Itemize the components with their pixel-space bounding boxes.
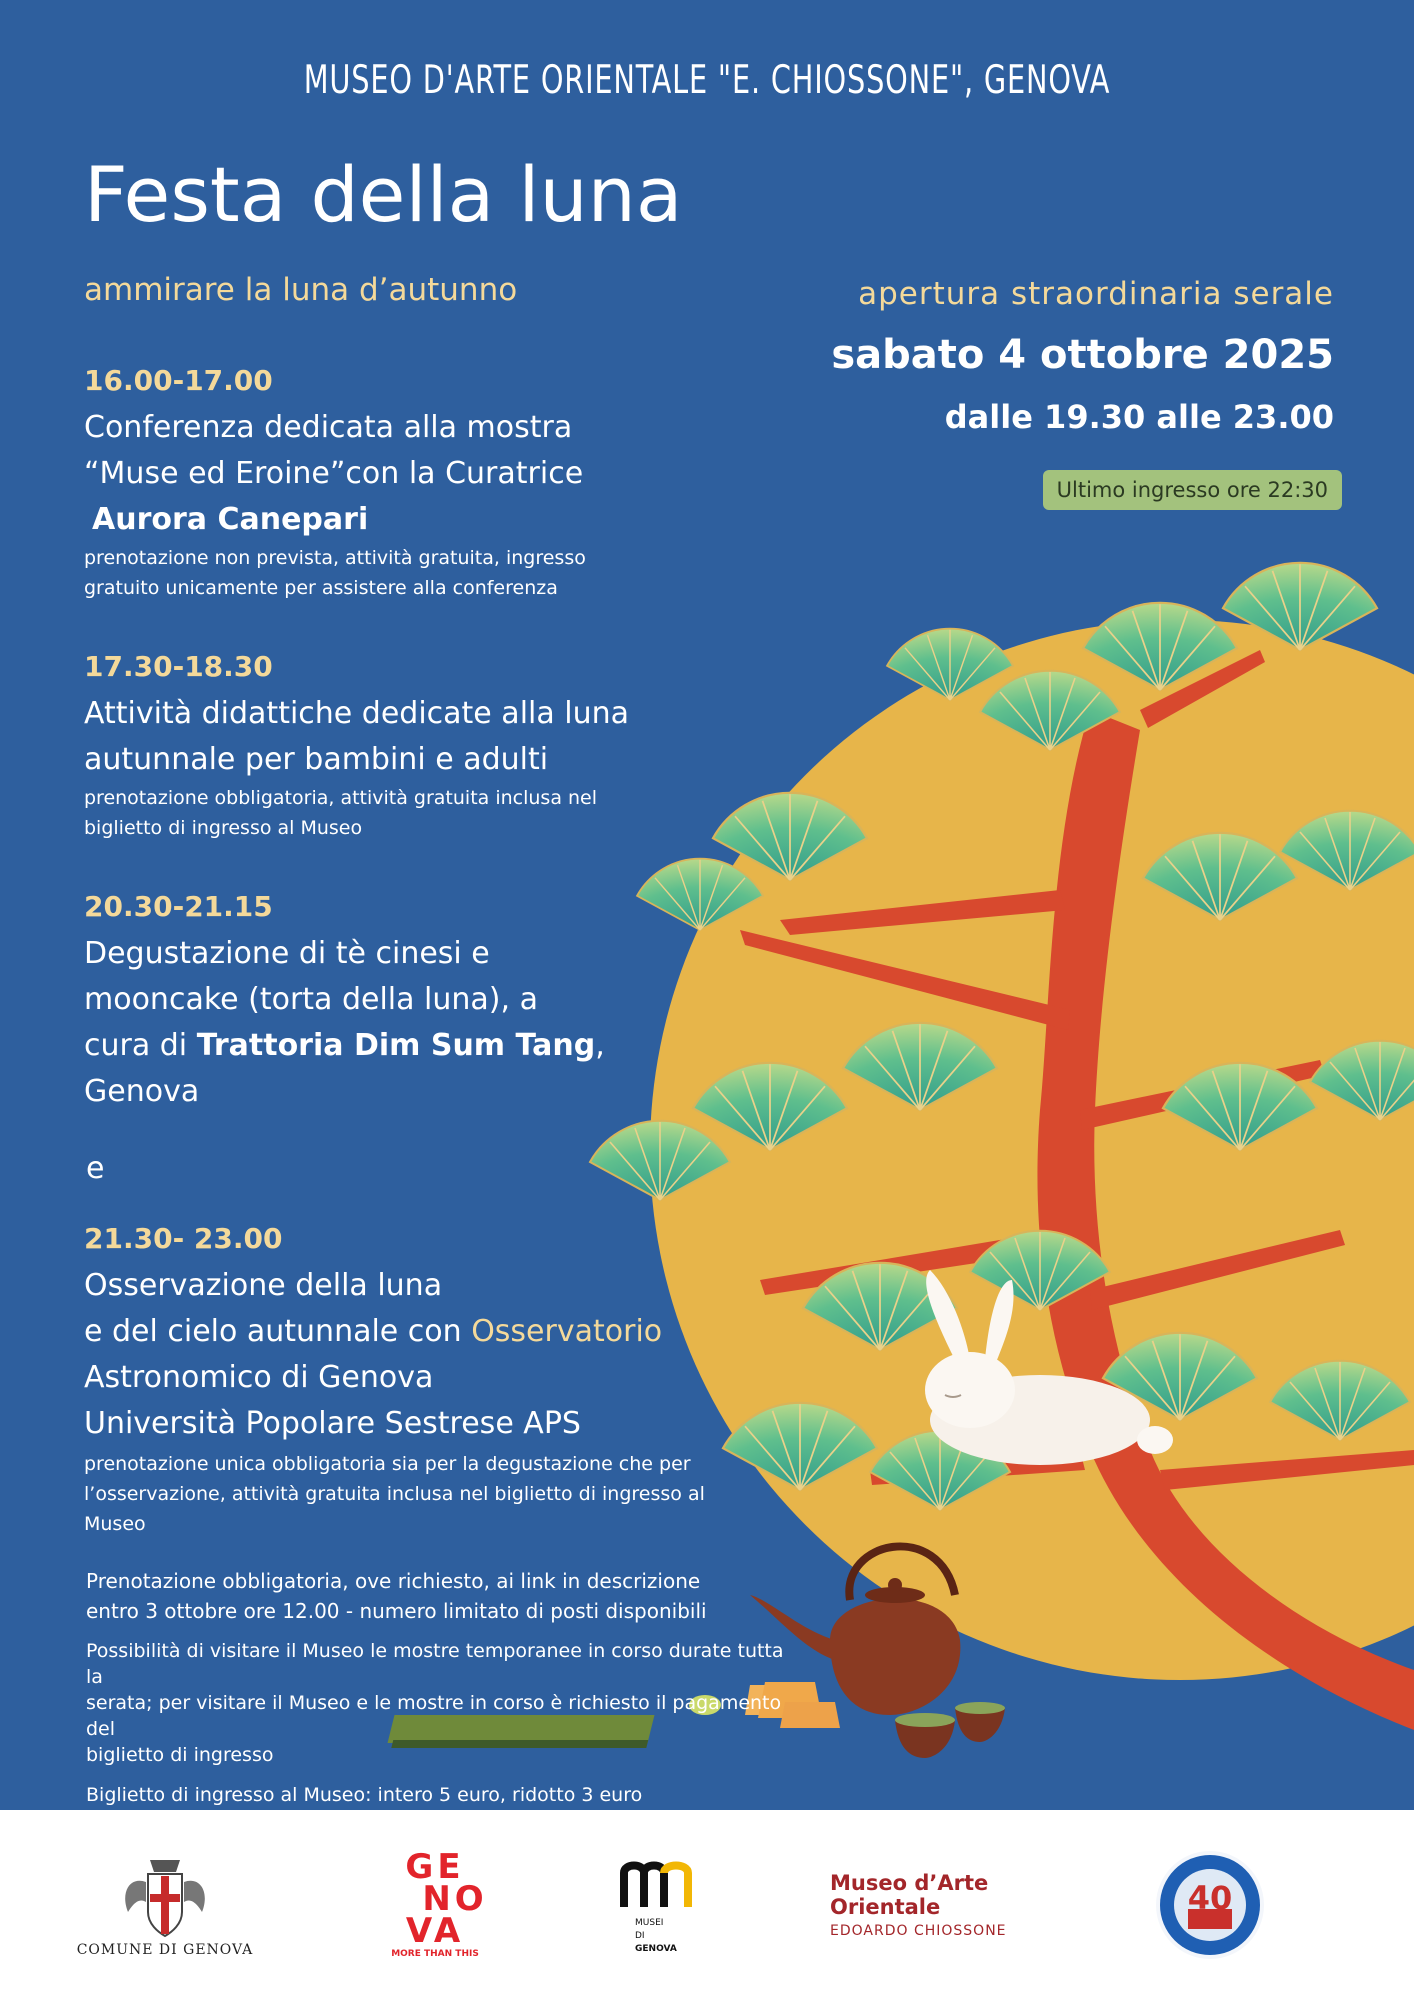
booking-info: Prenotazione obbligatoria, ove richiesto, ai link in descrizione: [86, 1569, 701, 1593]
event-text: ,: [595, 1028, 605, 1063]
event-line: Osservazione della luna: [84, 1268, 443, 1303]
logo-tagline: MORE THAN THIS: [391, 1949, 479, 1959]
event-line: “Muse ed Eroine”con la Curatrice: [84, 456, 584, 491]
logo-text: NO: [422, 1879, 488, 1919]
logo-osservatorio: [1140, 1810, 1280, 2000]
event-line: Genova: [84, 1074, 200, 1109]
event-line: autunnale per bambini e adulti: [84, 742, 549, 777]
event-block-activities: [84, 650, 744, 843]
event-block-tasting: [84, 890, 744, 1115]
event-line: Astronomico di Genova: [84, 1360, 434, 1395]
ticket-prices: Biglietto di ingresso al Museo: intero 5 euro, ridotto 3 euro: [86, 1784, 643, 1806]
logo-footer: [0, 1810, 1414, 2000]
opening-label: apertura straordinaria serale: [858, 276, 1334, 312]
visit-info: Possibilità di visitare il Museo le mostre temporanee in corso durate tutta la: [86, 1640, 784, 1688]
musei-m-icon: [618, 1855, 702, 1911]
event-line: Attività didattiche dedicate alla luna: [84, 696, 630, 731]
logo-number: 40: [1187, 1879, 1233, 1917]
logo-genova-more-than-this: [360, 1810, 510, 2000]
logo-text: COMUNE DI GENOVA: [76, 1942, 254, 1958]
logo-musei-di-genova: [600, 1810, 720, 2000]
event-line: [84, 1309, 744, 1355]
info-block: [86, 1566, 786, 1840]
event-line: mooncake (torta della luna), a: [84, 982, 538, 1017]
event-time: 20.30-21.15: [84, 890, 273, 923]
event-line: Conferenza dedicata alla mostra: [84, 410, 573, 445]
logo-text: EDOARDO CHIOSSONE: [830, 1923, 1007, 1939]
event-line: Università Popolare Sestrese APS: [84, 1406, 581, 1441]
logo-text: DI: [635, 1930, 645, 1941]
event-text: cura di: [84, 1028, 197, 1063]
logo-text: VA: [405, 1911, 465, 1951]
logo-comune-genova: [60, 1810, 270, 2000]
event-line: Degustazione di tè cinesi e: [84, 936, 490, 971]
logo-text: GE: [405, 1847, 465, 1887]
logo-text: MUSEI: [635, 1917, 664, 1928]
logo-museo-chiossone: [830, 1810, 1060, 2000]
event-text: e del cielo autunnale con: [84, 1314, 472, 1349]
visit-info: serata; per visitare il Museo e le mostre in corso è richiesto il pagamento del: [86, 1692, 782, 1740]
osservatorio-badge-icon: [1154, 1849, 1266, 1961]
event-note: gratuito unicamente per assistere alla conferenza: [84, 577, 558, 599]
event-block-conference: [84, 364, 744, 603]
logo-text: GENOVA: [635, 1943, 677, 1954]
event-time: 17.30-18.30: [84, 650, 273, 683]
logo-text: Museo d’Arte: [830, 1871, 989, 1895]
event-block-observation: [84, 1222, 744, 1539]
observatory-name: Osservatorio: [471, 1314, 663, 1349]
event-note: biglietto di ingresso al Museo: [84, 817, 363, 839]
event-note: l’osservazione, attività gratuita inclusa nel biglietto di ingresso al: [84, 1483, 705, 1505]
event-time: 16.00-17.00: [84, 364, 273, 397]
opening-date: sabato 4 ottobre 2025: [831, 332, 1334, 378]
event-note: prenotazione obbligatoria, attività gratuita inclusa nel: [84, 787, 598, 809]
event-time: 21.30- 23.00: [84, 1222, 283, 1255]
restaurant-name: Trattoria Dim Sum Tang: [196, 1028, 596, 1063]
opening-hours: dalle 19.30 alle 23.00: [944, 398, 1334, 436]
event-note: prenotazione unica obbligatoria sia per la degustazione che per: [84, 1453, 691, 1475]
event-speaker: Aurora Canepari: [92, 502, 369, 537]
event-note: prenotazione non prevista, attività gratuita, ingresso: [84, 547, 586, 569]
connector-e: e: [86, 1151, 105, 1186]
coat-of-arms-icon: [110, 1852, 220, 1942]
last-entry-badge: Ultimo ingresso ore 22:30: [1043, 470, 1342, 510]
event-title: Festa della luna: [84, 150, 683, 239]
booking-deadline: entro 3 ottobre ore 12.00 - numero limitato di posti disponibili: [86, 1599, 707, 1623]
visit-info: biglietto di ingresso: [86, 1744, 274, 1766]
event-subtitle: ammirare la luna d’autunno: [84, 272, 518, 308]
logo-text: Orientale: [830, 1895, 941, 1919]
event-line: [84, 1023, 744, 1069]
museum-name: MUSEO D'ARTE ORIENTALE "E. CHIOSSONE", GENOVA: [303, 58, 1111, 103]
moon-shape: [650, 620, 1414, 1680]
event-note: Museo: [84, 1513, 146, 1535]
